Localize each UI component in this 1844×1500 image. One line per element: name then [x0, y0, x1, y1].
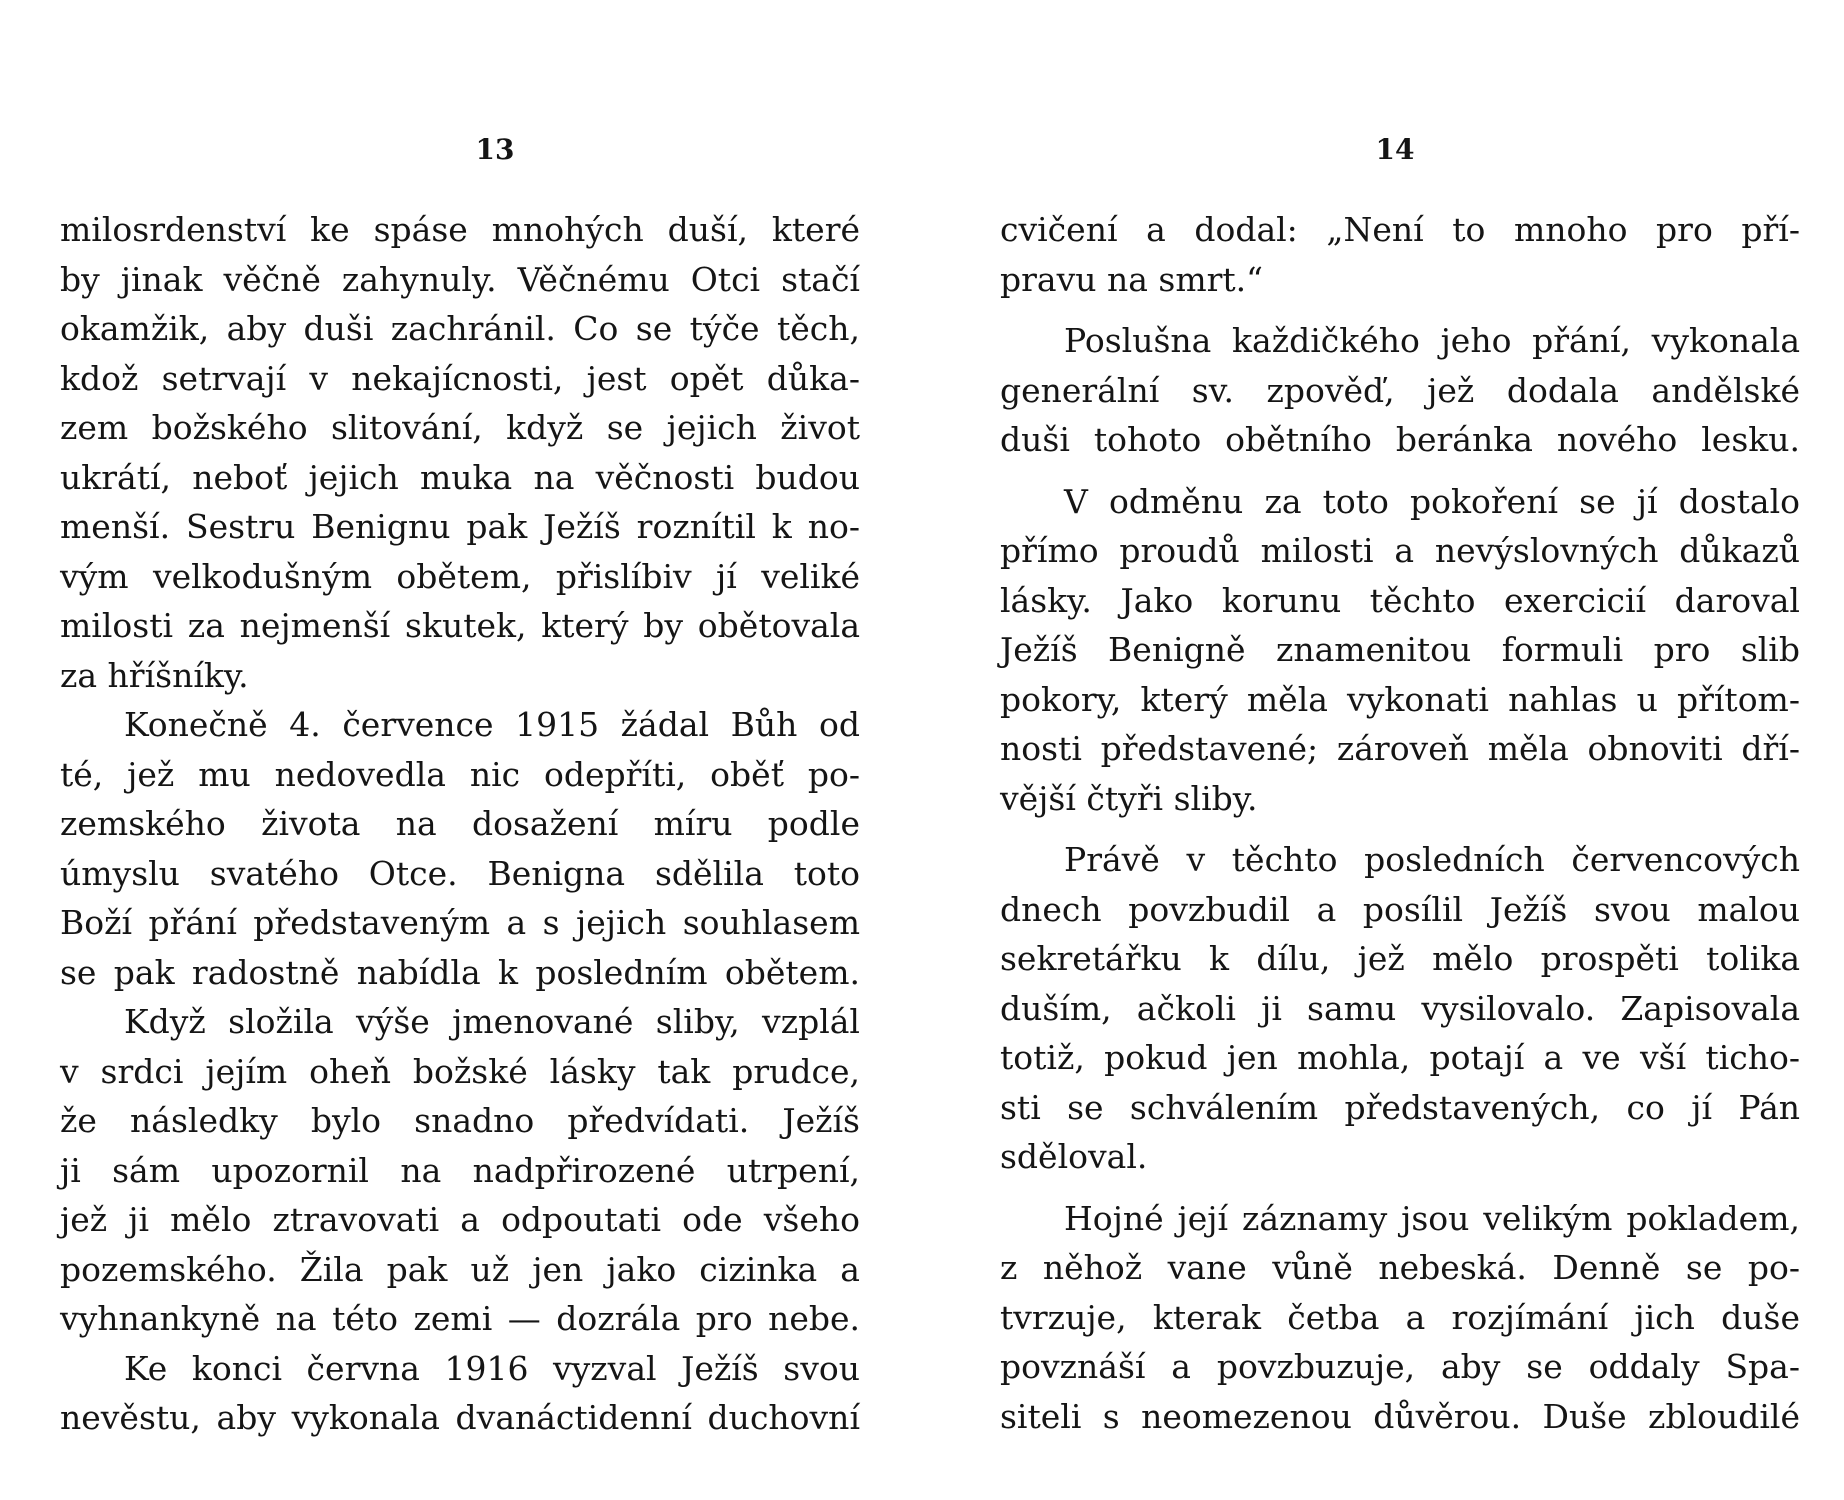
text-line: zem božského slitování, když se jejich život: [60, 408, 860, 447]
text-line: V odměnu za toto pokoření se jí dostalo: [1064, 481, 1800, 521]
text-line: ji sám upozornil na nadpřirozené utrpení,: [60, 1150, 860, 1190]
text-line: duši tohoto obětního beránka nového lesku.: [1000, 420, 1800, 459]
page-text: [1000, 205, 1800, 1441]
text-line: nosti představené; zároveň měla obnoviti dří-: [1000, 729, 1800, 768]
text-line: za hříšníky.: [60, 655, 249, 695]
text-line: že následky bylo snadno předvídati. Ježíš: [60, 1101, 860, 1140]
text-line: generální sv. zpověď, jež dodala andělské: [1000, 370, 1800, 410]
text-line: totiž, pokud jen mohla, potají a ve vší ticho-: [1000, 1038, 1800, 1077]
text-line: menší. Sestru Benignu pak Ježíš roznítil k no-: [60, 507, 860, 546]
paragraph-gap: [1000, 465, 1800, 477]
text-line: tvrzuje, kterak četba a rozjímání jich duše: [1000, 1297, 1800, 1337]
text-line: Právě v těchto posledních červencových: [1064, 840, 1800, 879]
text-line: pozemského. Žila pak už jen jako cizinka a: [60, 1249, 860, 1289]
text-line: vější čtyři sliby.: [1000, 778, 1258, 818]
text-line: siteli s neomezenou důvěrou. Duše zbloudilé: [1000, 1396, 1800, 1436]
text-line: přímo proudů milosti a nevýslovných důkazů: [1000, 531, 1800, 570]
text-line: se pak radostně nabídla k posledním obětem.: [60, 952, 860, 992]
text-line: sekretářku k dílu, jež mělo prospěti tolika: [1000, 939, 1800, 978]
text-line: Když složila výše jmenované sliby, vzplál: [124, 1002, 860, 1041]
text-line: Boží přání představeným a s jejich souhlasem: [60, 903, 860, 942]
text-line: milosrdenství ke spáse mnohých duší, které: [60, 210, 860, 249]
text-line: nevěstu, aby vykonala dvanáctidenní duchovní: [60, 1398, 860, 1437]
page-text: [60, 205, 860, 1443]
text-line: dnech povzbudil a posílil Ježíš svou malou: [1000, 889, 1800, 929]
text-line: Ke konci června 1916 vyzval Ježíš svou: [124, 1348, 860, 1388]
page-number: 14: [1375, 133, 1415, 166]
text-line: zemského života na dosažení míru podle: [60, 804, 860, 843]
text-line: duším, ačkoli ji samu vysilovalo. Zapisovala: [1000, 988, 1800, 1028]
text-line: jež ji mělo ztravovati a odpoutati ode všeho: [60, 1200, 860, 1239]
right-page: [1000, 0, 1800, 1500]
text-line: vyhnankyně na této zemi — dozrála pro nebe.: [60, 1299, 860, 1338]
paragraph-gap: [1000, 823, 1800, 835]
text-line: Hojné její záznamy jsou velikým pokladem,: [1064, 1198, 1800, 1238]
text-line: úmyslu svatého Otce. Benigna sdělila toto: [60, 853, 860, 893]
text-line: vým velkodušným obětem, přislíbiv jí veliké: [60, 556, 860, 596]
text-line: ukrátí, neboť jejich muka na věčnosti budou: [60, 457, 860, 497]
text-line: povznáší a povzbuzuje, aby se oddaly Spa-: [1000, 1347, 1800, 1386]
page-number: 13: [475, 133, 515, 166]
text-line: sděloval.: [1000, 1137, 1148, 1176]
text-line: okamžik, aby duši zachránil. Co se týče těch,: [60, 309, 860, 348]
paragraph-gap: [1000, 304, 1800, 316]
paragraph-gap: [1000, 1182, 1800, 1194]
text-line: Poslušna každičkého jeho přání, vykonala: [1064, 321, 1800, 360]
text-line: té, jež mu nedovedla nic odepříti, oběť po-: [60, 754, 860, 794]
text-line: pravu na smrt.“: [1000, 259, 1264, 299]
text-line: cvičení a dodal: „Není to mnoho pro pří-: [1000, 210, 1800, 249]
text-line: lásky. Jako korunu těchto exercicií daroval: [1000, 580, 1800, 620]
text-line: kdož setrvají v nekajícnosti, jest opět důka-: [60, 358, 860, 398]
text-line: v srdci jejím oheň božské lásky tak prudce,: [60, 1051, 860, 1091]
left-page: [60, 0, 860, 1500]
text-line: Ježíš Benigně znamenitou formuli pro slib: [1000, 630, 1800, 669]
text-line: sti se schválením představených, co jí Pán: [1000, 1087, 1800, 1127]
text-line: z něhož vane vůně nebeská. Denně se po-: [1000, 1248, 1800, 1287]
text-line: milosti za nejmenší skutek, který by obětovala: [60, 606, 860, 645]
text-line: Konečně 4. července 1915 žádal Bůh od: [124, 705, 860, 744]
text-line: pokory, který měla vykonati nahlas u přítom-: [1000, 679, 1800, 719]
text-line: by jinak věčně zahynuly. Věčnému Otci stačí: [60, 259, 860, 299]
